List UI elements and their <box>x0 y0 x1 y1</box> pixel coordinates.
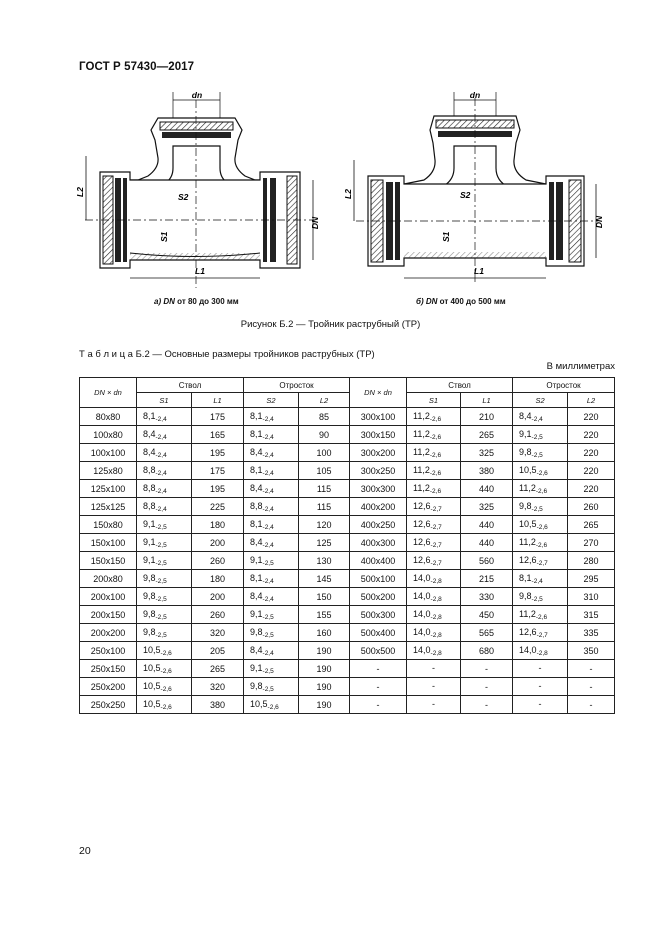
label-s2: S2 <box>178 192 189 202</box>
cell-l1: 180 <box>192 570 244 588</box>
label-l2-b: L2 <box>343 189 353 199</box>
cell-size: 300x100 <box>350 408 407 426</box>
cell-l1: 175 <box>192 462 244 480</box>
cell-l2: - <box>568 660 615 678</box>
header-s1-2: S1 <box>407 393 461 408</box>
cell-l1: 200 <box>192 534 244 552</box>
cell-s2: $9,8_{-2,5}$ <box>513 498 568 516</box>
cell-l1: 440 <box>461 480 513 498</box>
table-row <box>80 642 615 660</box>
cell-s2: $10,5_{-2,6}$ <box>513 516 568 534</box>
cell-s2: $12,6_{-2,7}$ <box>513 552 568 570</box>
cell-s1: - <box>407 678 461 696</box>
cell-s2: $14,0_{-2,8}$ <box>513 642 568 660</box>
cell-s1: $8,8_{-2,4}$ <box>137 462 192 480</box>
label-l1-b: L1 <box>474 266 484 276</box>
cell-l2: 130 <box>299 552 350 570</box>
cell-l2: 105 <box>299 462 350 480</box>
cell-s1: $12,6_{-2,7}$ <box>407 498 461 516</box>
cell-s1: $14,0_{-2,8}$ <box>407 606 461 624</box>
cell-l1: 180 <box>192 516 244 534</box>
header-stvol: Ствол <box>137 378 244 393</box>
cell-size: 400x300 <box>350 534 407 552</box>
cell-s2: $8,1_{-2,4}$ <box>244 462 299 480</box>
cell-size: - <box>350 678 407 696</box>
cell-size: 250x150 <box>80 660 137 678</box>
cell-size: 300x250 <box>350 462 407 480</box>
cell-l2: - <box>568 678 615 696</box>
cell-size: 80x80 <box>80 408 137 426</box>
cell-size: - <box>350 660 407 678</box>
cell-size: 150x150 <box>80 552 137 570</box>
cell-l1: 265 <box>192 660 244 678</box>
cell-s2: $9,1_{-2,5}$ <box>513 426 568 444</box>
cell-s2: $8,1_{-2,4}$ <box>244 408 299 426</box>
cell-size: 200x100 <box>80 588 137 606</box>
cell-l1: 320 <box>192 678 244 696</box>
cell-l2: 190 <box>299 642 350 660</box>
cell-l2: 190 <box>299 696 350 714</box>
cell-s2: $9,1_{-2,5}$ <box>244 552 299 570</box>
label-s1: S1 <box>159 231 169 242</box>
table-row <box>80 480 615 498</box>
page-number: 20 <box>79 845 91 857</box>
cell-l1: - <box>461 678 513 696</box>
cell-l1: 330 <box>461 588 513 606</box>
cell-l2: 315 <box>568 606 615 624</box>
cell-size: 500x500 <box>350 642 407 660</box>
cell-s1: - <box>407 696 461 714</box>
cell-s1: $12,6_{-2,7}$ <box>407 534 461 552</box>
header-otrostok: Отросток <box>244 378 350 393</box>
cell-l2: 155 <box>299 606 350 624</box>
cell-size: 300x200 <box>350 444 407 462</box>
cell-l2: 190 <box>299 660 350 678</box>
table-row <box>80 606 615 624</box>
cell-s1: $9,8_{-2,5}$ <box>137 588 192 606</box>
cell-size: 500x200 <box>350 588 407 606</box>
cell-l1: 205 <box>192 642 244 660</box>
cell-l1: 210 <box>461 408 513 426</box>
cell-l1: 320 <box>192 624 244 642</box>
cell-l2: 280 <box>568 552 615 570</box>
cell-l1: 440 <box>461 534 513 552</box>
cell-s2: $11,2_{-2,6}$ <box>513 606 568 624</box>
table-row <box>80 516 615 534</box>
cell-size: 500x400 <box>350 624 407 642</box>
cell-l2: 260 <box>568 498 615 516</box>
table-row <box>80 426 615 444</box>
cell-s2: $9,1_{-2,5}$ <box>244 660 299 678</box>
cell-l1: 325 <box>461 498 513 516</box>
cell-s2: - <box>513 660 568 678</box>
cell-l2: - <box>568 696 615 714</box>
cell-size: 150x80 <box>80 516 137 534</box>
cell-size: 200x150 <box>80 606 137 624</box>
cell-l2: 220 <box>568 408 615 426</box>
cell-size: 125x80 <box>80 462 137 480</box>
cell-l2: 190 <box>299 678 350 696</box>
cell-l1: 195 <box>192 444 244 462</box>
cell-size: 250x200 <box>80 678 137 696</box>
table-row <box>80 678 615 696</box>
cell-size: 400x250 <box>350 516 407 534</box>
cell-l2: 90 <box>299 426 350 444</box>
cell-s1: $10,5_{-2,6}$ <box>137 660 192 678</box>
cell-s2: $8,1_{-2,4}$ <box>244 516 299 534</box>
header-s1: S1 <box>137 393 192 408</box>
cell-s2: - <box>513 696 568 714</box>
label-dn: dn <box>191 90 203 100</box>
cell-s1: $11,2_{-2,6}$ <box>407 444 461 462</box>
cell-l2: 265 <box>568 516 615 534</box>
table-row <box>80 660 615 678</box>
cell-s1: $8,8_{-2,4}$ <box>137 498 192 516</box>
cell-l1: - <box>461 660 513 678</box>
cell-s2: $8,4_{-2,4}$ <box>244 588 299 606</box>
cell-s2: $11,2_{-2,6}$ <box>513 480 568 498</box>
cell-s1: $10,5_{-2,6}$ <box>137 642 192 660</box>
cell-s1: $14,0_{-2,8}$ <box>407 570 461 588</box>
cell-s2: $9,1_{-2,5}$ <box>244 606 299 624</box>
label-s1-b: S1 <box>441 231 451 242</box>
cell-s2: - <box>513 678 568 696</box>
cell-s1: $9,1_{-2,5}$ <box>137 516 192 534</box>
cell-l1: 260 <box>192 606 244 624</box>
tee-drawing-b <box>343 88 610 313</box>
cell-s2: $10,5_{-2,6}$ <box>244 696 299 714</box>
cell-size: 400x400 <box>350 552 407 570</box>
cell-size: 100x100 <box>80 444 137 462</box>
header-l2-2: L2 <box>568 393 615 408</box>
label-s2-b: S2 <box>460 190 471 200</box>
cell-s2: $8,1_{-2,4}$ <box>244 570 299 588</box>
cell-s1: $10,5_{-2,6}$ <box>137 678 192 696</box>
cell-size: 300x300 <box>350 480 407 498</box>
cell-size: 100x80 <box>80 426 137 444</box>
cell-l2: 220 <box>568 462 615 480</box>
cell-l2: 270 <box>568 534 615 552</box>
cell-l1: - <box>461 696 513 714</box>
label-l1: L1 <box>195 266 205 276</box>
cell-l2: 295 <box>568 570 615 588</box>
cell-s2: $8,4_{-2,4}$ <box>244 480 299 498</box>
cell-l2: 220 <box>568 426 615 444</box>
table-row <box>80 462 615 480</box>
cell-s1: $14,0_{-2,8}$ <box>407 642 461 660</box>
cell-s2: $8,8_{-2,4}$ <box>244 498 299 516</box>
header-l2: L2 <box>299 393 350 408</box>
header-s2: S2 <box>244 393 299 408</box>
label-DN-b: DN <box>594 215 604 229</box>
cell-l2: 310 <box>568 588 615 606</box>
header-dn-x-dn-2: DN × dn <box>350 378 407 408</box>
cell-s2: $9,8_{-2,5}$ <box>513 444 568 462</box>
cell-s1: $14,0_{-2,8}$ <box>407 624 461 642</box>
table-row <box>80 624 615 642</box>
cell-l1: 260 <box>192 552 244 570</box>
label-DN: DN <box>310 216 320 230</box>
cell-size: 300x150 <box>350 426 407 444</box>
header-l1-2: L1 <box>461 393 513 408</box>
cell-size: - <box>350 696 407 714</box>
standard-designation: ГОСТ Р 57430—2017 <box>79 61 195 73</box>
cell-l2: 100 <box>299 444 350 462</box>
cell-l2: 115 <box>299 480 350 498</box>
cell-l2: 220 <box>568 480 615 498</box>
cell-l2: 160 <box>299 624 350 642</box>
cell-l1: 225 <box>192 498 244 516</box>
cell-l2: 335 <box>568 624 615 642</box>
cell-l2: 150 <box>299 588 350 606</box>
table-row <box>80 570 615 588</box>
cell-s2: $9,8_{-2,5}$ <box>244 678 299 696</box>
caption-b: б) DN от 400 до 500 мм <box>416 297 506 306</box>
tee-drawing-a <box>70 88 330 313</box>
cell-l2: 350 <box>568 642 615 660</box>
label-dn-b: dn <box>469 90 481 100</box>
cell-s1: $8,8_{-2,4}$ <box>137 480 192 498</box>
cell-l2: 220 <box>568 444 615 462</box>
cell-l1: 165 <box>192 426 244 444</box>
cell-s1: $12,6_{-2,7}$ <box>407 552 461 570</box>
cell-size: 500x100 <box>350 570 407 588</box>
cell-s1: $9,1_{-2,5}$ <box>137 534 192 552</box>
cell-size: 400x200 <box>350 498 407 516</box>
cell-s1: $9,8_{-2,5}$ <box>137 570 192 588</box>
cell-s1: $11,2_{-2,6}$ <box>407 408 461 426</box>
cell-s1: $9,1_{-2,5}$ <box>137 552 192 570</box>
cell-size: 200x80 <box>80 570 137 588</box>
cell-l1: 565 <box>461 624 513 642</box>
cell-l1: 450 <box>461 606 513 624</box>
cell-s2: $8,1_{-2,4}$ <box>513 570 568 588</box>
cell-size: 200x200 <box>80 624 137 642</box>
cell-s1: $8,1_{-2,4}$ <box>137 408 192 426</box>
cell-s1: $12,6_{-2,7}$ <box>407 516 461 534</box>
cell-s2: $8,4_{-2,4}$ <box>244 642 299 660</box>
caption-a: а) DN от 80 до 300 мм <box>154 297 239 306</box>
table-title: Т а б л и ц а Б.2 — Основные размеры тройников раструбных (ТР) <box>79 349 375 360</box>
header-stvol-2: Ствол <box>407 378 513 393</box>
cell-s2: $8,1_{-2,4}$ <box>244 426 299 444</box>
table-row <box>80 552 615 570</box>
cell-size: 125x125 <box>80 498 137 516</box>
cell-s1: - <box>407 660 461 678</box>
cell-l1: 215 <box>461 570 513 588</box>
cell-s2: $8,4_{-2,4}$ <box>513 408 568 426</box>
cell-l1: 380 <box>461 462 513 480</box>
cell-l2: 145 <box>299 570 350 588</box>
table-row <box>80 588 615 606</box>
header-l1: L1 <box>192 393 244 408</box>
cell-s1: $11,2_{-2,6}$ <box>407 426 461 444</box>
cell-s2: $11,2_{-2,6}$ <box>513 534 568 552</box>
cell-s2: $9,8_{-2,5}$ <box>513 588 568 606</box>
table-row <box>80 408 615 426</box>
cell-l1: 195 <box>192 480 244 498</box>
cell-s1: $10,5_{-2,6}$ <box>137 696 192 714</box>
cell-l1: 440 <box>461 516 513 534</box>
table-row <box>80 444 615 462</box>
cell-size: 150x100 <box>80 534 137 552</box>
cell-l1: 265 <box>461 426 513 444</box>
table-body <box>80 408 615 714</box>
cell-l1: 380 <box>192 696 244 714</box>
header-s2-2: S2 <box>513 393 568 408</box>
cell-s1: $11,2_{-2,6}$ <box>407 480 461 498</box>
cell-size: 250x250 <box>80 696 137 714</box>
cell-l2: 120 <box>299 516 350 534</box>
cell-l2: 115 <box>299 498 350 516</box>
cell-size: 500x300 <box>350 606 407 624</box>
cell-s2: $8,4_{-2,4}$ <box>244 444 299 462</box>
label-l2: L2 <box>75 187 85 197</box>
figure-title: Рисунок Б.2 — Тройник раструбный (ТР) <box>240 319 421 330</box>
cell-s1: $9,8_{-2,5}$ <box>137 606 192 624</box>
header-otrostok-2: Отросток <box>513 378 615 393</box>
table-row <box>80 696 615 714</box>
cell-l1: 325 <box>461 444 513 462</box>
dimensions-table <box>79 377 615 714</box>
cell-l1: 175 <box>192 408 244 426</box>
cell-l1: 200 <box>192 588 244 606</box>
cell-l1: 680 <box>461 642 513 660</box>
cell-s2: $10,5_{-2,6}$ <box>513 462 568 480</box>
table-row <box>80 498 615 516</box>
cell-size: 250x100 <box>80 642 137 660</box>
cell-s1: $11,2_{-2,6}$ <box>407 462 461 480</box>
header-dn-x-dn: DN × dn <box>80 378 137 408</box>
cell-s1: $8,4_{-2,4}$ <box>137 444 192 462</box>
table-row <box>80 534 615 552</box>
cell-s1: $8,4_{-2,4}$ <box>137 426 192 444</box>
cell-size: 125x100 <box>80 480 137 498</box>
cell-l1: 560 <box>461 552 513 570</box>
cell-s1: $14,0_{-2,8}$ <box>407 588 461 606</box>
cell-s2: $12,6_{-2,7}$ <box>513 624 568 642</box>
cell-s1: $9,8_{-2,5}$ <box>137 624 192 642</box>
units-note: В миллиметрах <box>546 361 615 372</box>
cell-l2: 125 <box>299 534 350 552</box>
cell-s2: $8,4_{-2,4}$ <box>244 534 299 552</box>
figure-drawings <box>70 88 610 318</box>
cell-s2: $9,8_{-2,5}$ <box>244 624 299 642</box>
cell-l2: 85 <box>299 408 350 426</box>
